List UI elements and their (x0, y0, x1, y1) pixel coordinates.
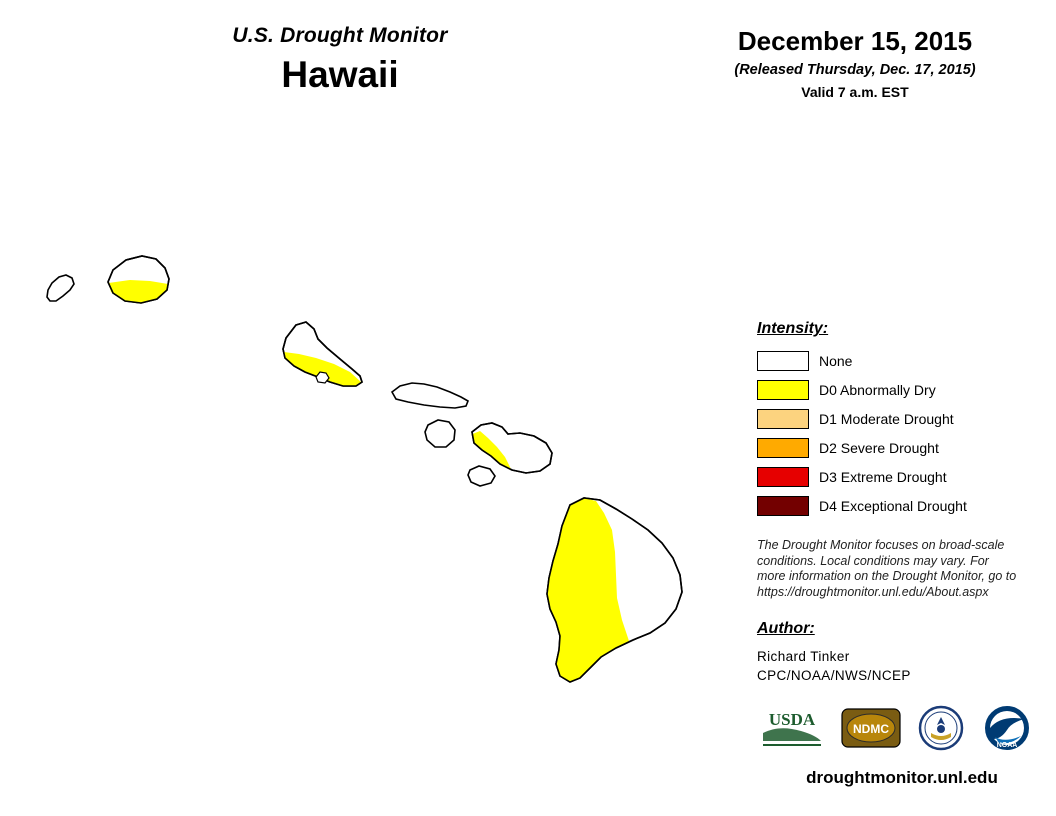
valid-date: December 15, 2015 (737, 26, 973, 56)
legend-swatch-d1 (757, 409, 809, 429)
legend-item-d2 (757, 433, 1047, 462)
noaa-logo (981, 705, 1033, 751)
date-block (660, 26, 1050, 100)
legend-label-d0: D0 Abnormally Dry (819, 381, 936, 398)
legend-title: Intensity: (757, 320, 829, 337)
legend-item-none (757, 346, 1047, 375)
legend-item-d4 (757, 491, 1047, 520)
island-maui (472, 423, 552, 473)
author-name: Richard Tinker (757, 649, 850, 664)
svg-text:NDMC: NDMC (853, 722, 889, 736)
legend-swatch-d2 (757, 438, 809, 458)
legend-item-d0 (757, 375, 1047, 404)
title-block (140, 24, 540, 96)
map-svg (0, 120, 740, 760)
author-title: Author: (757, 620, 815, 637)
legend-label-d4: D4 Exceptional Drought (819, 497, 967, 514)
commerce-logo (915, 705, 967, 751)
usda-logo (757, 705, 827, 751)
legend-swatch-d0 (757, 380, 809, 400)
island-oahu (283, 322, 362, 386)
legend (757, 320, 1047, 685)
valid-time: Valid 7 a.m. EST (801, 84, 909, 100)
legend-item-d3 (757, 462, 1047, 491)
island-lanai (425, 420, 455, 447)
legend-label-d3: D3 Extreme Drought (819, 468, 947, 485)
legend-note: The Drought Monitor focuses on broad-scale conditions. Local conditions may vary. For more information on the Drought Monitor, go to https://droughtmonitor.unl.edu/About.aspx (757, 538, 1017, 599)
legend-label-none: None (819, 352, 853, 369)
legend-swatch-d3 (757, 467, 809, 487)
legend-item-d1 (757, 404, 1047, 433)
logo-strip (757, 700, 1047, 756)
island-kauai (108, 256, 169, 303)
legend-swatch-none (757, 351, 809, 371)
region-title: Hawaii (281, 54, 399, 95)
island-niihau (47, 275, 74, 301)
ndmc-logo (841, 705, 901, 751)
author-affiliation: CPC/NOAA/NWS/NCEP (757, 668, 911, 683)
svg-text:NOAA: NOAA (996, 742, 1018, 749)
island-hawaii-big-island (547, 498, 682, 682)
hawaii-drought-map (0, 120, 740, 760)
svg-text:USDA: USDA (768, 710, 816, 729)
footer-url[interactable]: droughtmonitor.unl.edu (806, 768, 998, 787)
island-kahoolawe (468, 466, 495, 486)
author-block (757, 620, 1047, 685)
page-title: U.S. Drought Monitor (232, 24, 448, 47)
legend-label-d2: D2 Severe Drought (819, 439, 939, 456)
legend-label-d1: D1 Moderate Drought (819, 410, 954, 427)
legend-swatch-d4 (757, 496, 809, 516)
island-molokai (392, 383, 468, 408)
release-date: (Released Thursday, Dec. 17, 2015) (734, 62, 976, 78)
